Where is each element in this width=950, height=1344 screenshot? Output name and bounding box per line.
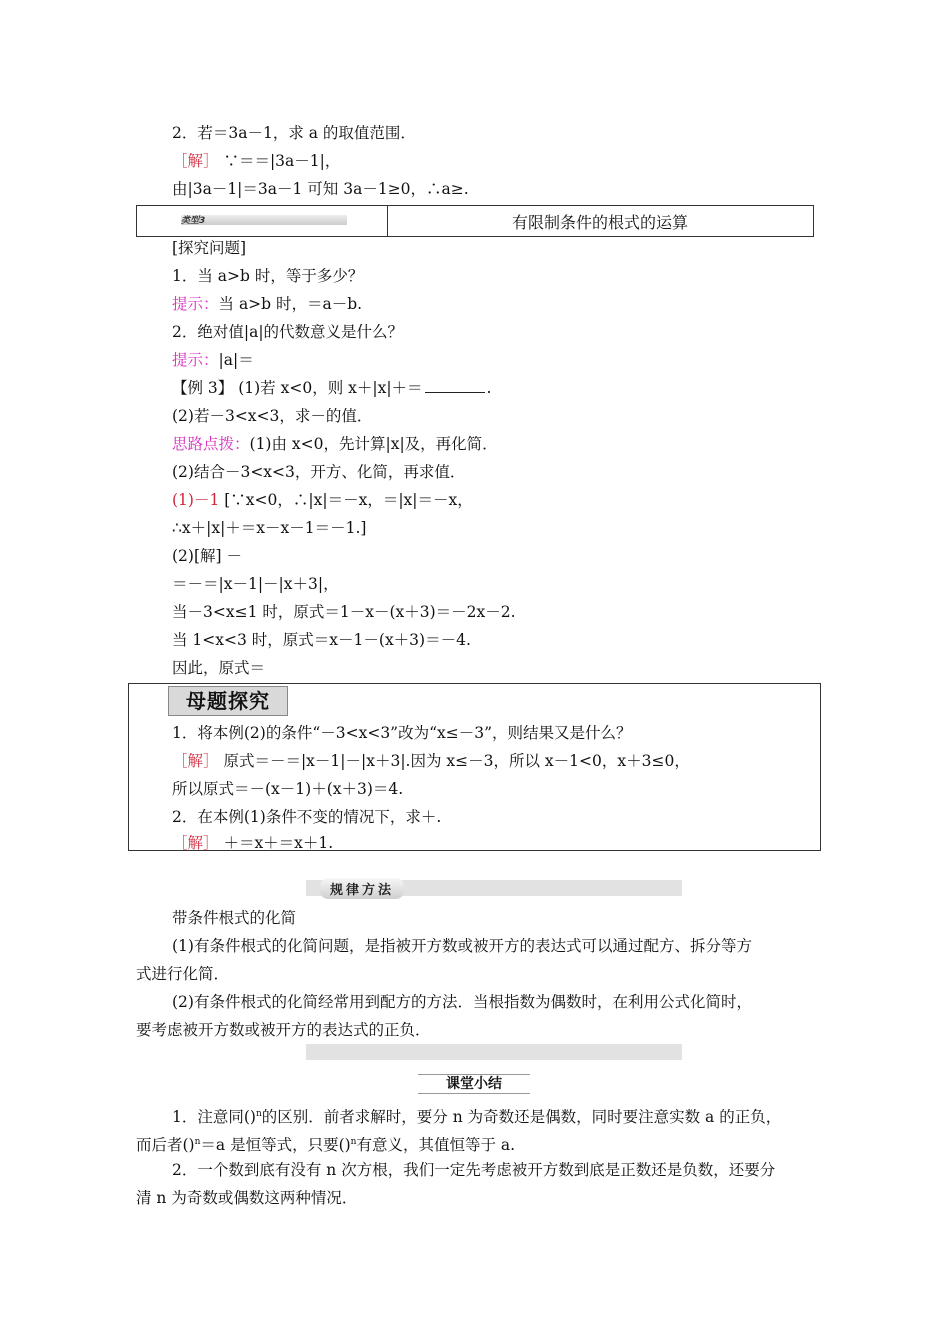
hint-tag: 提示： (172, 295, 219, 313)
mother-solution-2 (172, 833, 333, 853)
method-badge: 规律方法 (320, 878, 404, 899)
hint-2 (172, 350, 254, 370)
mother-problem-badge: 母题探究 (168, 686, 288, 716)
hint-1 (172, 294, 362, 314)
explore-question-1: 1．当 a>b 时，等于多少？ (172, 267, 364, 285)
method-point-2: (2)有条件根式的化简经常用到配方的方法．当根指数为偶数时，在利用公式化简时， (172, 993, 752, 1011)
answer-text: [∵x<0，∴|x|＝－x，＝|x|＝－x， (219, 491, 473, 509)
solution-line (172, 151, 340, 171)
solution-2-step: ＝－＝|x－1|－|x＋3|， (172, 575, 339, 593)
mother-question-2: 2．在本例(1)条件不变的情况下，求＋. (172, 808, 442, 826)
summary-point-1 (172, 1104, 781, 1127)
solution-2-case-1: 当－3<x≤1 时，原式＝1－x－(x＋3)＝－2x－2. (172, 603, 516, 621)
example-3 (172, 378, 491, 398)
solution-2-result: 因此，原式＝ (172, 659, 266, 677)
hint-text: |a|＝ (218, 351, 254, 369)
solution-tag: ［解］ (172, 152, 219, 170)
hint-tag: 提示： (172, 351, 219, 369)
summary-text: 有意义，其值恒等于 a. (356, 1136, 516, 1155)
mother-question-1: 1．将本例(2)的条件“－3<x<3”改为“x≤－3”，则结果又是什么？ (172, 724, 632, 742)
mother-solution-1 (172, 751, 690, 771)
thinking-hint-2: (2)结合－3<x<3，开方、化简，再求值． (172, 463, 466, 481)
method-point-1-cont: 式进行化简． (136, 965, 230, 983)
type-badge-bar (181, 215, 347, 225)
explore-question-2: 2．绝对值|a|的代数意义是什么？ (172, 323, 404, 341)
superscript: n (350, 1137, 357, 1147)
answer-blank (425, 378, 485, 393)
solution-text: ＋＝x＋＝x＋1. (218, 834, 334, 852)
solution-2-case-2: 当 1<x<3 时，原式＝x－1－(x＋3)＝－4. (172, 631, 471, 649)
solution-2-start: (2)[解] － (172, 547, 242, 565)
superscript: n (194, 1137, 201, 1147)
thinking-hint (172, 434, 498, 454)
explore-heading: [探究问题] (172, 239, 247, 257)
answer-1-cont: ∴x＋|x|＋＝x－x－1＝－1.] (172, 519, 367, 537)
summary-text: 1．注意同() (172, 1108, 256, 1127)
summary-point-2: 2．一个数到底有没有 n 次方根，我们一定先考虑被开方数到底是正数还是负数，还要分 (172, 1161, 776, 1179)
mother-solution-1-cont: 所以原式＝－(x－1)＋(x＋3)＝4. (172, 780, 404, 798)
superscript: n (255, 1109, 262, 1119)
thinking-text: (1)由 x<0，先计算|x|及，再化简． (249, 435, 498, 453)
summary-point-1-cont (136, 1132, 515, 1155)
summary-text: ＝a 是恒等式，只要() (200, 1136, 351, 1155)
solution-conclusion: 由|3a－1|＝3a－1 可知 3a－1≥0，∴a≥. (172, 180, 469, 198)
solution-text: 原式＝－＝|x－1|－|x＋3|.因为 x≤－3，所以 x－1<0，x＋3≤0， (218, 752, 690, 770)
method-point-2-cont: 要考虑被开方数或被开方的表达式的正负． (136, 1021, 431, 1039)
type-title: 有限制条件的根式的运算 (511, 213, 688, 232)
summary-text: 而后者() (136, 1136, 195, 1155)
answer-tag: (1)－1 (172, 491, 220, 509)
method-point-1: (1)有条件根式的化简问题，是指被开方数或被开方的表达式可以通过配方、拆分等方 (172, 937, 752, 955)
example-3-text: 【例 3】 (1)若 x<0，则 x＋|x|＋＝ (172, 379, 423, 397)
method-title: 带条件根式的化简 (172, 909, 297, 927)
solution-tag: ［解］ (172, 752, 219, 770)
type-header-box (136, 205, 814, 237)
summary-badge: 课堂小结 (418, 1074, 530, 1094)
solution-text: ∵＝＝|3a－1|， (218, 152, 341, 170)
method-end-bar (306, 1044, 682, 1060)
hint-text: 当 a>b 时，＝a－b. (218, 295, 363, 313)
type-badge: 类型3 (181, 216, 206, 226)
question-2: 2．若＝3a－1，求 a 的取值范围． (172, 124, 416, 142)
solution-tag: ［解］ (172, 834, 219, 852)
summary-point-2-cont: 清 n 为奇数或偶数这两种情况． (136, 1189, 358, 1207)
example-3-part-2: (2)若－3<x<3，求－的值． (172, 407, 373, 425)
thinking-tag: 思路点拨： (172, 435, 250, 453)
example-3-end: . (486, 379, 492, 397)
answer-1 (172, 490, 473, 510)
summary-text: 的区别．前者求解时，要分 n 为奇数还是偶数，同时要注意实数 a 的正负， (261, 1108, 782, 1127)
